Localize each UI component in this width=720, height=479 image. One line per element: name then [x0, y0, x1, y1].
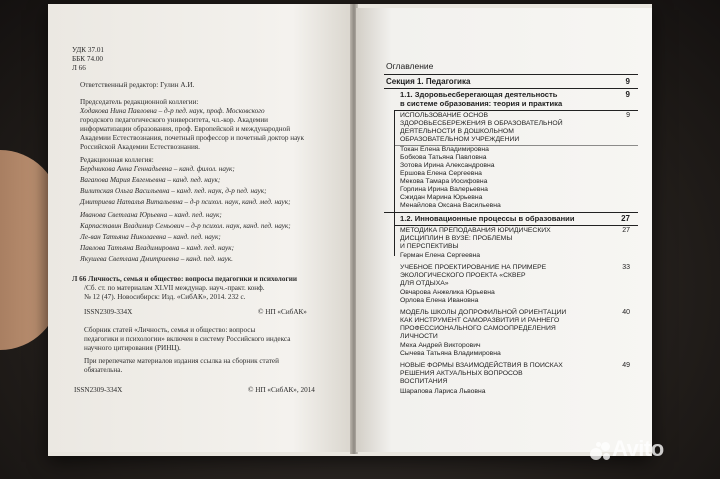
- author: Бобкова Татьяна Павловна: [400, 154, 487, 161]
- avito-logo-icon: [590, 442, 612, 464]
- issn: ISSN2309-334X: [74, 386, 123, 394]
- author: Ершова Елена Сергеевна: [400, 170, 482, 177]
- copyright: © НП «СибАК», 2014: [248, 386, 315, 394]
- toc-vertical-rule: [394, 110, 395, 256]
- publisher-short: © НП «СибАК»: [258, 308, 307, 316]
- article-title: ДЕЯТЕЛЬНОСТИ В ДОШКОЛЬНОМ: [400, 128, 514, 135]
- board-member: Дмитриева Наталья Витальевна – д-р психол. наук, канд. мед. наук;: [80, 198, 291, 206]
- article-title: ПРОФЕССИОНАЛЬНОГО САМООПРЕДЕЛЕНИЯ: [400, 325, 556, 332]
- left-page: [48, 4, 354, 452]
- board-member: Вилитская Ольга Васильевна – канд. пед. наук, д-р пед. наук;: [80, 187, 267, 195]
- chair-line: городского педагогического университета, чл.-кор. Академии: [80, 116, 269, 124]
- article-title: И ПЕРСПЕКТИВЫ: [400, 243, 459, 250]
- author: Мекова Тамара Иосифовна: [400, 178, 488, 185]
- article-title: НОВЫЕ ФОРМЫ ВЗАИМОДЕЙСТВИЯ В ПОИСКАХ: [400, 362, 563, 369]
- board-member: Иванова Светлана Юрьевна – канд. пед. наук;: [80, 211, 222, 219]
- abstract-line: научного цитирования (РИНЦ).: [84, 344, 181, 352]
- article-page: 40: [622, 309, 630, 316]
- watermark: Avito: [612, 436, 664, 461]
- author: Меха Андрей Викторович: [400, 342, 481, 349]
- article-title: ЛИЧНОСТИ: [400, 333, 438, 340]
- abstract-line: Сборник статей «Личность, семья и общество: вопросы: [84, 326, 256, 334]
- author: Орлова Елена Ивановна: [400, 297, 479, 304]
- biblio-line: Л 66 Личность, семья и общество: вопросы педагогики и психологии: [72, 275, 297, 283]
- article-page: 49: [622, 362, 630, 369]
- article-title: ЗДОРОВЬЕСБЕРЕЖЕНИЯ В ОБРАЗОВАТЕЛЬНОЙ: [400, 120, 563, 127]
- author: Герман Елена Сергеевна: [400, 252, 481, 259]
- subsection-page: 9: [625, 90, 630, 99]
- board-member: Вагапова Мария Евгеньевна – канд. пед. наук;: [80, 176, 221, 184]
- board-member: Бердникова Анна Геннадьевна – канд. филол. наук;: [80, 165, 235, 173]
- article-title: ОБРАЗОВАТЕЛЬНОМ УЧРЕЖДЕНИИ: [400, 136, 520, 143]
- chair-line: Ходакова Нина Павловна – д-р пед. наук, проф. Московского: [80, 107, 265, 115]
- article-title: МЕТОДИКА ПРЕПОДАВАНИЯ ЮРИДИЧЕСКИХ: [400, 227, 551, 234]
- article-title: ЭКОЛОГИЧЕСКОГО ПРОЕКТА «СКВЕР: [400, 272, 526, 279]
- biblio-line: № 12 (47). Новосибирск: Изд. «СибАК», 2014. 232 с.: [84, 293, 246, 301]
- author: Зотова Ирина Александровна: [400, 162, 495, 169]
- board-member: Ле-ван Татьяна Николаевна – канд. пед. наук;: [80, 233, 221, 241]
- section-rule: [384, 88, 638, 89]
- board-member: Карпаставин Владимир Сеньович – д-р психол. наук, канд. пед. наук;: [80, 222, 291, 230]
- author: Токан Елена Владимировна: [400, 146, 489, 153]
- issn-short: ISSN2309-334X: [84, 308, 133, 316]
- author: Сычева Татьяна Владимировна: [400, 350, 501, 357]
- udk-code: УДК 37.01: [72, 46, 105, 54]
- bbk-code: ББК 74.00: [72, 55, 104, 63]
- chair-title: Председатель редакционной коллегии:: [80, 98, 199, 106]
- subsection-title: в системе образования: теория и практика: [400, 99, 563, 108]
- author: Овчарова Анжелика Юрьевна: [400, 289, 495, 296]
- responsible-editor: Ответственный редактор: Гулин А.И.: [80, 81, 195, 89]
- section-title: Секция 1. Педагогика: [386, 77, 471, 86]
- reprint-line: обязательна.: [84, 366, 123, 374]
- article-title: ДЛЯ ОТДЫХА»: [400, 280, 449, 287]
- toc-title: Оглавление: [386, 61, 434, 71]
- article-title: МОДЕЛЬ ШКОЛЫ ДОПРОФИЛЬНОЙ ОРИЕНТАЦИИ: [400, 309, 567, 316]
- abstract-line: педагогики и психологии» включен в систему Российского индекса: [84, 335, 291, 343]
- subsection-page: 27: [621, 214, 630, 223]
- author: Шарапова Лариса Львовна: [400, 388, 486, 395]
- article-title: УЧЕБНОЕ ПРОЕКТИРОВАНИЕ НА ПРИМЕРЕ: [400, 264, 547, 271]
- subsection-rule: [384, 212, 638, 213]
- reprint-line: При перепечатке материалов издания ссылка на сборник статей: [84, 357, 279, 365]
- author: Горлина Ирина Валерьевна: [400, 186, 488, 193]
- article-title: ИСПОЛЬЗОВАНИЕ ОСНОВ: [400, 112, 489, 119]
- board-member: Якушева Светлана Дмитриевна – канд. пед. наук.: [80, 255, 233, 263]
- author: Менайлова Оксана Васильевна: [400, 202, 501, 209]
- article-page: 27: [622, 227, 630, 234]
- author: Сжидан Марина Юрьевна: [400, 194, 483, 201]
- board-title: Редакционная коллегия:: [80, 156, 154, 164]
- catalog-code: Л 66: [72, 64, 86, 72]
- subsection-rule: [394, 110, 638, 111]
- article-title: ДИСЦИПЛИН В ВУЗЕ: ПРОБЛЕМЫ: [400, 235, 513, 242]
- chair-line: Академии Естествознания, почетный профессор и почетный доктор наук: [80, 134, 305, 142]
- board-member: Павлова Татьяна Владимировна – канд. пед. наук;: [80, 244, 234, 252]
- article-title: ВОСПИТАНИЯ: [400, 378, 448, 385]
- section-page: 9: [625, 77, 630, 86]
- subsection-title: 1.1. Здоровьесберегающая деятельность: [400, 90, 558, 99]
- article-title: КАК ИНСТРУМЕНТ САМОРАЗВИТИЯ И РАННЕГО: [400, 317, 560, 324]
- toc-rule: [384, 74, 638, 75]
- subsection-rule: [394, 225, 638, 226]
- article-title: РЕШЕНИЯ АКТУАЛЬНЫХ ВОПРОСОВ: [400, 370, 523, 377]
- article-page: 33: [622, 264, 630, 271]
- right-page: [356, 8, 652, 452]
- biblio-line: /Сб. ст. по материалам XLVII междунар. науч.-практ. конф.: [84, 284, 265, 292]
- chair-line: информатизации образования, проф. Европейской и международной: [80, 125, 291, 133]
- chair-line: Российской Академии Естествознания.: [80, 143, 200, 151]
- article-page: 9: [626, 112, 630, 119]
- subsection-title: 1.2. Инновационные процессы в образовании: [400, 214, 575, 223]
